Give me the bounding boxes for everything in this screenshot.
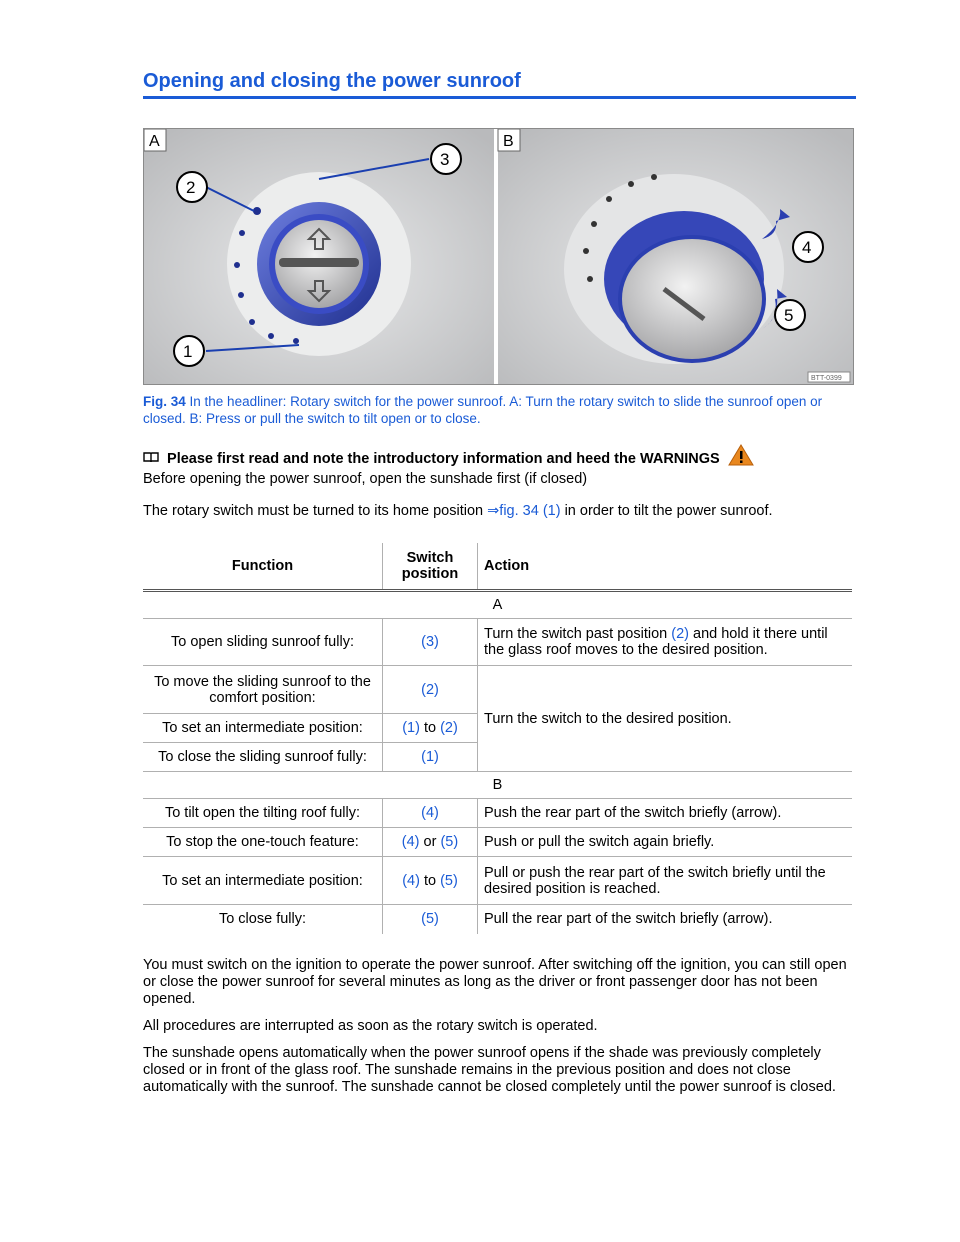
- figure-caption: [143, 393, 843, 427]
- warning-note: [143, 444, 754, 470]
- paragraph-ignition: You must switch on the ignition to operate the power sunroof. After switching off the ignition, you can still open or close the power sunroof for several minutes as long as the driver or front passenger door has not been opened.: [143, 957, 847, 1007]
- paragraph-interrupt: All procedures are interrupted as soon as the rotary switch is operated.: [143, 1018, 598, 1034]
- svg-text:3: 3: [440, 150, 450, 169]
- callout-4: [793, 232, 823, 262]
- header-action: Action: [478, 543, 853, 591]
- svg-text:2: 2: [186, 178, 196, 197]
- caption-text: In the headliner: Rotary switch for the power sunroof. A: Turn the rotary switch to slide the sunroof open or closed. B: Press or pull the switch to tilt open or to close.: [143, 394, 823, 426]
- table-row: To set an intermediate position: (1) to (2): [143, 714, 852, 743]
- table-row: To close fully: (5) Pull the rear part of the switch briefly (arrow).: [143, 905, 852, 934]
- figure-34: [143, 128, 854, 385]
- callout-3: [431, 144, 461, 174]
- table-header: [143, 543, 852, 591]
- panel-b-label: B: [503, 133, 514, 150]
- note-text: Please first read and note the introductory information and heed the WARNINGS: [167, 451, 720, 467]
- sunroof-switch-illustration: [144, 129, 853, 384]
- table-row: To stop the one-touch feature: (4) or (5) Push or pull the switch again briefly.: [143, 828, 852, 857]
- paragraph-home-position: The rotary switch must be turned to its home position ⇒fig. 34 (1) in order to tilt the power sunroof.: [143, 503, 773, 519]
- callout-2: [177, 172, 207, 202]
- table-row: To open sliding sunroof fully: (3) Turn the switch past position (2) and hold it there until the glass roof moves to the desired position.: [143, 619, 852, 666]
- function-table: [143, 543, 852, 934]
- paragraph-sunshade: Before opening the power sunroof, open the sunshade first (if closed): [143, 471, 588, 487]
- callout-5: [775, 300, 805, 330]
- title-underline: [143, 96, 856, 99]
- svg-text:4: 4: [802, 238, 812, 257]
- table-row: To move the sliding sunroof to the comfort position: (2) Turn the switch to the desired position.: [143, 666, 852, 714]
- table-row: To tilt open the tilting roof fully: (4) Push the rear part of the switch briefly (arrow).: [143, 799, 852, 828]
- image-code: BTT-0399: [811, 375, 842, 382]
- svg-text:5: 5: [784, 306, 794, 325]
- section-b-row: B: [143, 772, 852, 799]
- fig-reference-link[interactable]: fig. 34 (1): [499, 503, 561, 519]
- header-function: Function: [231, 558, 294, 574]
- paragraph-sunshade-auto: The sunshade opens automatically when the power sunroof opens if the shade was previously completely closed or in front of the glass roof. The sunshade remains in the previous position and does not close automatically with the sunroof. The sunshade cannot be closed completely until the power sunroof is closed.: [143, 1045, 836, 1095]
- svg-text:1: 1: [183, 342, 193, 361]
- table-row: To set an intermediate position: (4) to (5) Pull or push the rear part of the switch briefly until the desired position is reached.: [143, 857, 852, 905]
- table-row: To close the sliding sunroof fully: (1): [143, 743, 852, 772]
- panel-a-label: A: [149, 133, 160, 150]
- warning-triangle-icon: [728, 444, 754, 470]
- callout-1: [174, 336, 204, 366]
- panel-a: [144, 129, 494, 384]
- section-a-row: A: [143, 591, 852, 619]
- merged-action-cell: Turn the switch to the desired position.: [478, 666, 853, 772]
- caption-label: Fig. 34: [143, 394, 186, 409]
- book-icon: [143, 451, 163, 467]
- page-title: Opening and closing the power sunroof: [143, 70, 521, 92]
- header-switch-position: Switch position: [383, 543, 478, 591]
- panel-b: [498, 129, 853, 384]
